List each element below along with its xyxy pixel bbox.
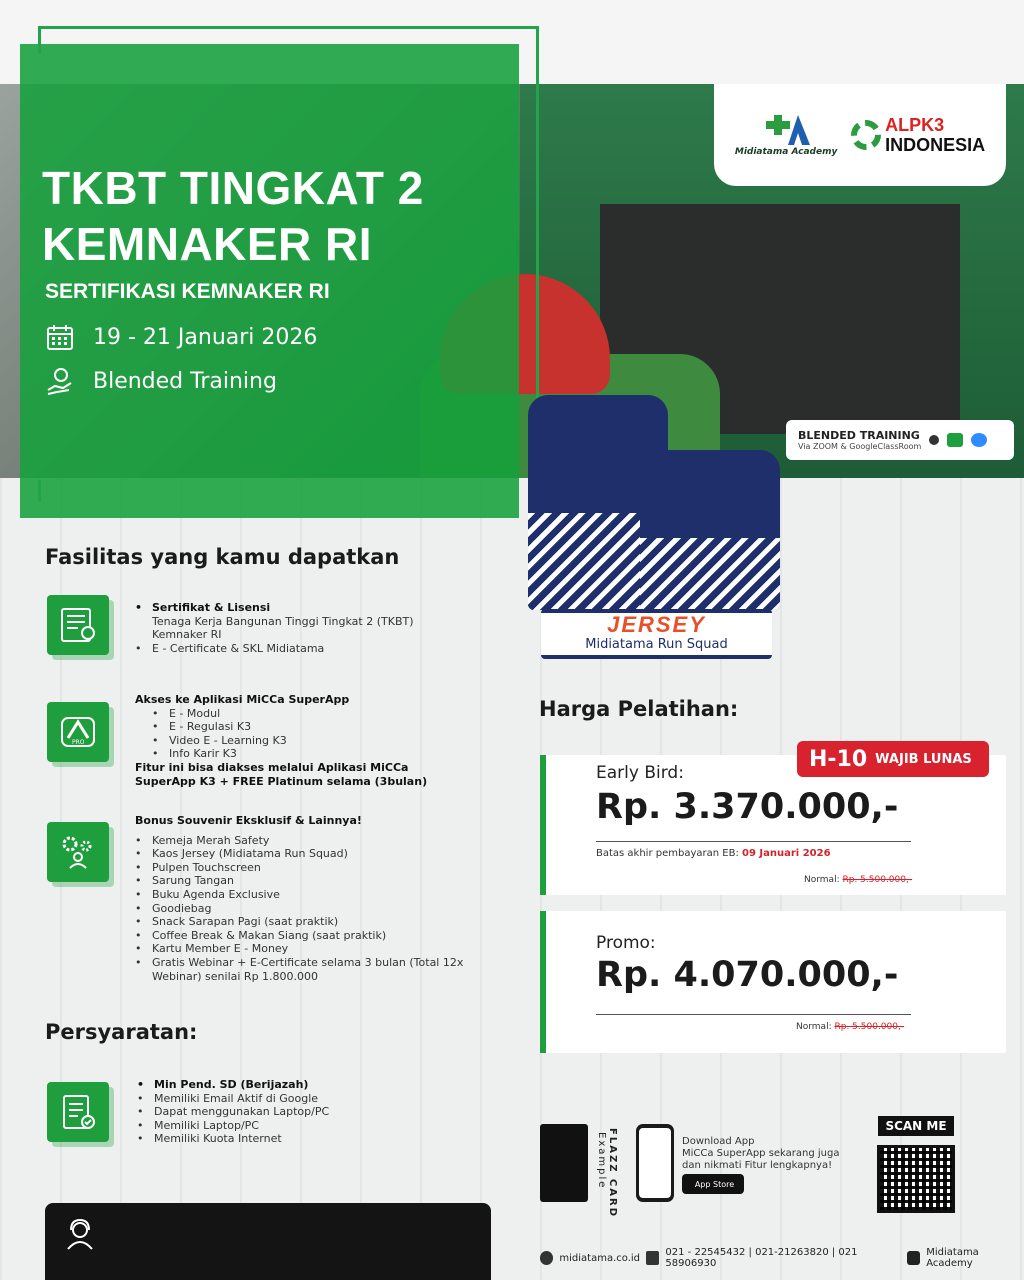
qr-code[interactable] [877,1145,955,1213]
facility-item: • Pulpen Touchscreen [135,861,463,875]
logo-box [714,84,1006,186]
jersey-title: JERSEY [607,612,706,637]
app-store-button[interactable] [682,1174,744,1194]
promo-card [540,911,1006,1053]
facility-head: Akses ke Aplikasi MiCCa SuperApp [135,693,350,706]
facility-group-app [135,693,427,788]
alpk3-line2: INDONESIA [885,135,986,155]
youtube-channel[interactable]: Midiatama Academy [926,1247,979,1269]
promo-normal-price [796,1022,904,1032]
jersey-image [528,395,788,625]
midiatama-logo [735,113,838,157]
youtube-icon [907,1251,920,1265]
certificate-icon [47,595,109,655]
facility-item: • Video E - Learning K3 [152,734,427,748]
requirement-item: • Min Pend. SD (Berijazah) [137,1078,329,1092]
facility-line: Kemnaker RI [152,628,222,642]
promo-label: Promo: [596,933,656,953]
alpk3-line1: ALPK3 [885,115,945,135]
app-store-label: App Store [694,1179,735,1189]
mode-row [45,366,277,396]
blended-training-badge [786,420,1014,460]
facility-item: • Gratis Webinar + E-Certificate selama 3 bulan (Total 12x [135,956,463,970]
divider [596,841,911,842]
scan-me-label: SCAN ME [878,1116,954,1136]
facility-item: • Goodiebag [135,902,463,916]
facilities-title: Fasilitas yang kamu dapatkan [45,545,400,569]
hero-frame-bottom [38,480,41,502]
facility-line: Tenaga Kerja Bangunan Tinggi Tingkat 2 (TKBT) [152,614,414,628]
early-bird-label: Early Bird: [596,763,684,783]
requirement-item: • Memiliki Email Aktif di Google [137,1092,329,1106]
micca-app-icon [47,702,109,762]
early-bird-price: Rp. 3.370.000,- [596,787,899,827]
facility-item: • Kartu Member E - Money [135,942,463,956]
normal-price: Rp. 5.500.000,- [842,875,913,885]
facility-item: • Info Karir K3 [152,747,427,761]
jersey-sub: Midiatama Run Squad [585,637,728,652]
contact-bar [45,1203,491,1280]
flazz-card-image [540,1124,588,1202]
facility-item: • Snack Sarapan Pagi (saat praktik) [135,915,463,929]
facility-line: Webinar) senilai Rp 1.800.000 [152,969,319,983]
bonus-gears-icon [47,822,109,882]
pricing-title: Harga Pelatihan: [539,697,739,721]
flazz-sub: Example [596,1132,607,1190]
title-line-1: TKBT TINGKAT 2 [42,162,424,214]
hand-idea-icon [45,366,75,396]
download-line3: dan nikmati Fitur lengkapnya! [682,1160,833,1171]
date-row [45,322,317,352]
eb-deadline-date: 09 Januari 2026 [742,848,831,859]
academy-name: Midiatama Academy [734,147,838,157]
webcam-icon [929,435,939,445]
facility-item: • E - Modul [152,707,427,721]
eb-deadline-text: Batas akhir pembayaran EB: [596,848,739,859]
facility-note: Fitur ini bisa diakses melalui Aplikasi MiCCa [135,760,409,774]
hero-title [42,160,424,272]
requirement-item: • Memiliki Kuota Internet [137,1132,329,1146]
jersey-back [640,450,780,610]
zoom-icon [971,433,987,447]
facility-item: • Kemeja Merah Safety [135,834,463,848]
h10-small: WAJIB LUNAS [875,751,972,767]
flazz-title: FLAZZ CARD [607,1128,618,1219]
divider [596,1014,911,1015]
download-text [682,1136,862,1172]
footer-contacts [540,1247,1024,1269]
facility-item: • Buku Agenda Exclusive [135,888,463,902]
eb-deadline [596,848,831,859]
globe-icon [540,1251,553,1265]
svg-text:PRO: PRO [72,739,85,746]
hero-frame-left [38,26,41,54]
eb-normal-price [804,875,912,885]
phone-mockup [636,1124,674,1202]
hero-subtitle: SERTIFIKASI KEMNAKER RI [45,280,330,303]
requirements-title: Persyaratan: [45,1020,198,1044]
checklist-icon [47,1082,109,1142]
title-line-2: KEMNAKER RI [42,218,373,270]
requirement-item: • Dapat menggunakan Laptop/PC [137,1105,329,1119]
classroom-icon [947,433,963,447]
facility-item: • Coffee Break & Makan Siang (saat praktik) [135,929,463,943]
midiatama-mark-icon [758,113,814,147]
requirement-item: • Memiliki Laptop/PC [137,1119,329,1133]
phone-numbers: 021 - 22545432 | 021-21263820 | 021 58906930 [665,1247,858,1269]
facility-group-bonus [135,814,463,983]
normal-label: Normal: [796,1022,832,1032]
facility-item: • E - Certificate & SKL Midiatama [135,642,414,656]
h10-big: H-10 [809,746,868,772]
phone-icon [646,1251,659,1265]
facility-item: • Sarung Tangan [135,874,463,888]
facility-item: • E - Regulasi K3 [152,720,427,734]
normal-price: Rp. 5.500.000,- [834,1022,905,1032]
facility-note: SuperApp K3 + FREE Platinum selama (3bulan) [135,774,428,788]
badge-sub: Via ZOOM & GoogleClassRoom [798,442,922,451]
requirements-list [137,1078,329,1146]
facility-head: • Sertifikat & Lisensi [135,601,414,615]
badge-title: BLENDED TRAINING [798,429,920,442]
download-line2: MiCCa SuperApp sekarang juga [682,1148,840,1159]
download-line1: Download App [682,1136,755,1147]
alpk3-logo [851,115,985,155]
h10-badge [797,741,989,777]
customer-service-icon [63,1217,97,1251]
calendar-icon [45,322,75,352]
gear-icon [851,120,881,150]
training-mode: Blended Training [93,368,277,394]
training-date: 19 - 21 Januari 2026 [93,324,318,350]
website-link[interactable]: midiatama.co.id [559,1252,641,1264]
promo-price: Rp. 4.070.000,- [596,955,899,995]
normal-label: Normal: [804,875,840,885]
facility-head: Bonus Souvenir Eksklusif & Lainnya! [135,814,362,827]
facility-group-certificates [135,601,414,655]
facility-item: • Kaos Jersey (Midiatama Run Squad) [135,847,463,861]
jersey-label [541,609,772,659]
